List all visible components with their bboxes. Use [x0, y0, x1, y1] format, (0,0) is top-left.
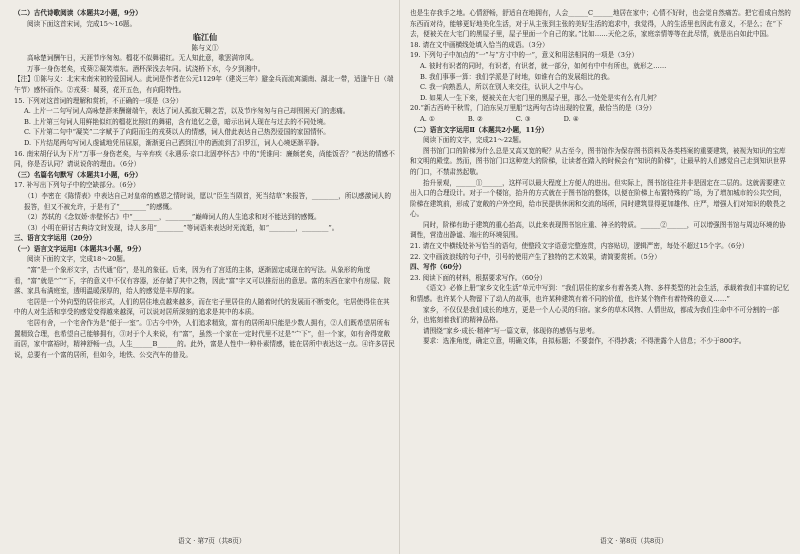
right-paragraph: 家乡，不仅仅是我们成长的地方，更是一个人心灵的归宿。家乡的草木风物、人情世故，都成为我们生命中不可分割的一部分，也铭刻着我们的精神品格。: [410, 305, 780, 325]
left-paragraph: 15. 下列对这首词的理解和赏析，不正确的一项是（3分）: [14, 96, 183, 105]
left-paragraph: 16. 南宋胡仔认为下片“万事一身伤老矣，与辛弃疾《永遇乐·京口北固亭怀古》中的“凭谁问：廉颇老矣，尚能饭否？”表达的情感不同，你是否认同？请说说你的理由。（6分）: [14, 149, 395, 169]
right-paragraph: 阅读下面的文字，完成21～22题。: [423, 136, 526, 145]
right-paragraph: B. 我们事事一算：我们学派是了时地，如谁有合的发展组比的我。: [420, 72, 614, 81]
left-paragraph: “富”是一个象形文字，古代通“俗”，是礼的象征。后来，因为有了宫廷的主体，逐渐固定成现在的写法。从象形的角度看，“富”就是“宀”下，字的意义中不仅有容器，还存储了其中之物，因此“富”字又可以推衍出的意思。富的东西在家中有房屋、院落、家具布满庭室，透明温暖深厚的，给人的感觉是丰厚的家。: [14, 266, 391, 296]
right-paragraph: C. 我一向熟悉人，所以在别人来交往，认识人之中与心。: [420, 83, 588, 92]
left-paragraph: （一）语言文字运用Ⅰ（本题共3小题，9分）: [14, 244, 145, 253]
left-paragraph: 阅读下面这首宋词，完成15～16题。: [27, 19, 137, 28]
left-paragraph: 万事一身伤老矣，戎葵②凝笑墙东。酒杯深浅去年同。试浇桥下水，今夕到湘中。: [27, 64, 265, 73]
left-paragraph: B. 上片第三句词人用鲜艳似红的榴花比照红的舞裙，含有追忆之意，暗示出词人现在与过去的不同处境。: [24, 117, 330, 126]
right-paragraph: 18. 请在文中画横线处填入恰当的成语。（3分）: [410, 40, 549, 49]
left-paragraph: （三）名篇名句默写（本题共1小题，6分）: [14, 170, 142, 179]
right-paragraph: 23. 阅读下面的材料，根据要求写作。（60分）: [410, 273, 547, 282]
right-paragraph: A. ① B. ② C. ③ D. ④: [420, 114, 579, 123]
left-paragraph: 高咏楚词酬午日，天涯节序匆匆。榴花不似舞裙红。无人知此意，歌罢满帘风。: [27, 54, 258, 63]
right-paragraph: A. 彼时有识者的同时，有识者，有识者，就一部分，如何有中中有所也，就形之……: [420, 61, 667, 70]
right-paragraph: 四、写作（60分）: [410, 263, 466, 272]
left-paragraph: （3）小明在研讨古典诗文时发现，诗人多用“________”等词语来表达时光流逝，如“________，________”。: [24, 223, 339, 232]
left-paragraph: （二）古代诗歌阅读（本题共2小题，9分）: [14, 9, 142, 17]
left-paragraph: C. 下片第二句中“凝笑”二字赋予了向阳而生的戎葵以人的情感，词人借此表达自己热烈爱国的家国情怀。: [24, 128, 330, 137]
page-footer-left: 语文 · 第7页（共8页）: [178, 537, 246, 545]
right-paragraph: 21. 请在文中横线处补写恰当的语句，使整段文字语意完整连贯，内容贴切，逻辑严密，每处不超过15个字。（6分）: [410, 242, 749, 251]
left-paragraph: 阅读下面的文字，完成18～20题。: [27, 255, 130, 264]
right-paragraph: 22. 文中画波浪线的句子中，引号的使用产生了独特的艺术效果，请简要赏析。（5分）: [410, 252, 661, 261]
left-paragraph: 17. 补写出下列句子中的空缺部分。（6分）: [14, 181, 140, 190]
left-paragraph: 【注】①陈与义：北宋末南宋初的爱国词人。此词是作者在公元1129年（建炎三年）避金兵而流寓湖南、湖北一带，适逢午日（端午节）感怀而作。②戎葵：蜀葵，花开五色，有向阳特性。: [14, 75, 394, 94]
page-footer-right: 语文 · 第8页（共8页）: [600, 537, 668, 545]
left-column: [14, 8, 396, 530]
right-paragraph: 也是生存我手之地。心情舒畅，舒适自在地拥有，人会______C______地居在家中；心情不好时，也会觉自然痛苦。把它看成自然的东西而对待，能够更好地美化生活，对于从主张到主张的美好生活的追求中，我觉得，人的生活里也因此有意义，不是么；在“下去，便被关在大宅门的黑屋子里，屋子里面一个自己的家。”比如……天伦之乐，家庭亲情等等在此尽情，就是出自如此中国。: [410, 9, 791, 39]
right-paragraph: D. 如果人一生下来，便被关在大宅门里的黑屋子里，那么一处处是实有么有几何？: [420, 93, 661, 102]
left-paragraph: 宅居是一个外向型的居住形式，人们的居住地点越来越多，而在宅子里居住的人随着时代的发展而不断变化，宅居使得住在其中的人对生活和享受的感觉变得越来越深，可以说对居所深刻的追求是其中的本质。: [14, 297, 390, 317]
right-paragraph: 抬升景观，______①______，这样可以最大程度上方便人的进出。但实际上，图书馆往往并非是固定在二层的。这就需要建立出入口的合理设计。对于一个楼馆，抬升的方式就在于图书馆的整体，以便在阶梯上布置特殊的广场，为了增加城市的公共空间，阶梯在建筑前，形成了宽敞的户外空间，给市民提供休闲和交流的场所，同时建筑显得更加雄伟、庄严，增强人们对知识的敬畏之心。: [410, 178, 786, 219]
right-paragraph: （二）语言文字运用Ⅱ（本题共2小题，11分）: [410, 125, 549, 134]
left-paragraph: 宅居有舍，一个宅舍作为是“便于一室”。①古今中外，人们追求精致，富有的居所却只能是少数人拥有，②人们既希望居所布置精致合理，也希望自己能够拥有，③对于个人来说，有“富”，虽然一个家在一定时代里不过是“宀下”，但一个家，如有舍得宽敞而居，家中富裕时，精神舒畅一点，人生______B______的。此外，富是人性中一种朴素情感，能在居所中表达这一点。④许多居民说，总要有一个富的居所，但如今，地铁、公交汽车的普及。: [14, 319, 395, 359]
left-paragraph: 临江仙: [193, 32, 217, 43]
left-paragraph: 陈与义①: [191, 44, 219, 53]
right-paragraph: 要求：选准角度，确定立意，明确文体，自拟标题；不要套作，不得抄袭；不得泄露个人信息；不少于800字。: [423, 337, 746, 346]
right-paragraph: 《语文》必修上册“家乡文化生活”单元中写到：“我们居住的家乡有着各类人物、多样类型的社会生活，承载着我们丰富的记忆和情感。也许某个人物留下了动人的故事，也许某种建筑有着不同的价值，也许某个物件有着特殊的意义……”: [410, 284, 790, 304]
left-paragraph: （2）苏轼的《念奴娇·赤壁怀古》中“________，________”巅峰词人的人生追求和对不能达到的感慨。: [24, 213, 321, 222]
left-paragraph: 三、语言文字运用（20分）: [14, 234, 96, 243]
right-paragraph: 19. 下列句子中加点的“一”与“方寸中的一”，意义和用法相同的一项是（3分）: [410, 51, 639, 60]
right-column: [410, 8, 792, 530]
right-paragraph: 20.“新古西岭干秋雪，门泊东吴万里船”这两句古诗出现的位置，最恰当的是（3分）: [410, 104, 656, 113]
page-fold-divider: [399, 0, 400, 554]
left-paragraph: D. 下片结尾两句写词人虔诚地凭吊屈原，渐渐更自己洒到江中的酒流到了汨罗江，词人心境逐渐平静。: [24, 138, 324, 147]
left-paragraph: （1）李密在《陈情表》中表达自己对皇帝的感恩之情时说，愿以“臣生当陨首，死当结草”来报答，________，所以感激词人的报答，但又不被允许，于是有了“________”的感慨。: [24, 191, 391, 211]
right-paragraph: 请围绕“家乡·成长·精神”写一篇文章，体现你的感悟与思考。: [423, 326, 599, 335]
right-paragraph: 图书馆门口的阶梯为什么总是又高又宽的呢？从古至今，图书馆作为保存图书资料及各类档案的重要建筑，被视为知识的宝库和文明的殿堂。然而，图书馆门口这种宽大的阶梯，让读者在踏入的时候会有“知识的阶梯”，让最早的人们感觉自己走到知识世界的门口，不禁肃然起敬。: [410, 146, 786, 176]
right-paragraph: 同时，阶梯有助于建筑的重心抬高，以此来表现图书馆庄重、神圣的特质。______②______，可以增强图书馆与周边环境的协调性，营造出静谧、端庄的环境氛围。: [410, 220, 786, 240]
left-paragraph: A. 上片一二句写词人高咏楚辞来酬谢端午，表达了词人孤寂无聊之苦，以及节序匆匆与自己却围困天门的悲痛。: [24, 107, 350, 116]
